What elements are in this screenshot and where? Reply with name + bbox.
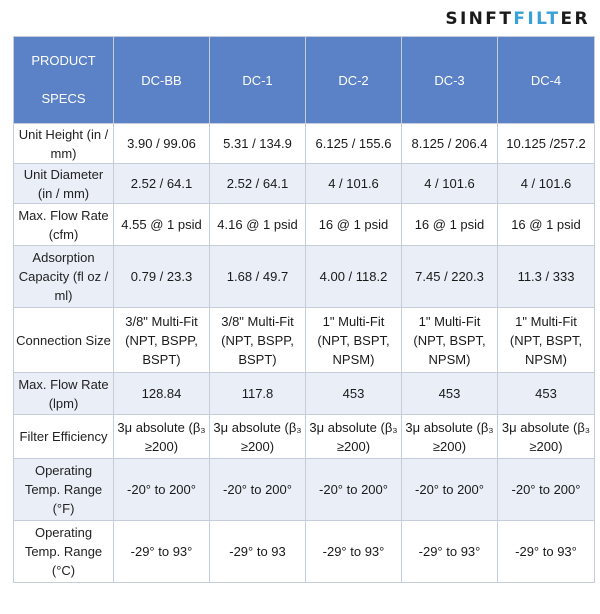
table-cell: 3/8" Multi-Fit (NPT, BSPP, BSPT): [114, 308, 210, 373]
table-cell: 7.45 / 220.3: [402, 246, 498, 308]
row-label: Max. Flow Rate (lpm): [14, 373, 114, 415]
table-row: [14, 164, 595, 204]
table-cell: 3μ absolute (β₃ ≥200): [114, 415, 210, 459]
table-cell: 3μ absolute (β₃ ≥200): [402, 415, 498, 459]
table-cell: 128.84: [114, 373, 210, 415]
table-cell: 453: [498, 373, 595, 415]
table-cell: -20° to 200°: [306, 459, 402, 521]
table-cell: 3/8" Multi-Fit (NPT, BSPP, BSPT): [210, 308, 306, 373]
table-row: [14, 204, 595, 246]
brand-logo-part2: FILT: [513, 9, 561, 29]
row-label: Connection Size: [14, 308, 114, 373]
header-corner: [14, 37, 114, 124]
table-row: [14, 521, 595, 583]
specs-table: [13, 36, 595, 583]
table-row: [14, 459, 595, 521]
header-row: [14, 37, 595, 124]
table-cell: 4.55 @ 1 psid: [114, 204, 210, 246]
table-cell: 2.52 / 64.1: [114, 164, 210, 204]
table-cell: 5.31 / 134.9: [210, 124, 306, 164]
header-model: DC-2: [306, 37, 402, 124]
table-cell: 16 @ 1 psid: [306, 204, 402, 246]
table-cell: 4.00 / 118.2: [306, 246, 402, 308]
row-label: Unit Height (in / mm): [14, 124, 114, 164]
table-row: [14, 308, 595, 373]
table-cell: 16 @ 1 psid: [498, 204, 595, 246]
row-label: Unit Diameter (in / mm): [14, 164, 114, 204]
table-cell: 3.90 / 99.06: [114, 124, 210, 164]
table-cell: -20° to 200°: [114, 459, 210, 521]
row-label: Operating Temp. Range (°F): [14, 459, 114, 521]
table-cell: 4 / 101.6: [402, 164, 498, 204]
table-cell: -29° to 93°: [114, 521, 210, 583]
table-cell: 453: [306, 373, 402, 415]
table-cell: -20° to 200°: [498, 459, 595, 521]
table-cell: 3μ absolute (β₃ ≥200): [498, 415, 595, 459]
table-row: [14, 415, 595, 459]
table-cell: 4.16 @ 1 psid: [210, 204, 306, 246]
table-cell: 117.8: [210, 373, 306, 415]
table-cell: 1" Multi-Fit (NPT, BSPT, NPSM): [306, 308, 402, 373]
row-label: Filter Efficiency: [14, 415, 114, 459]
row-label: Max. Flow Rate (cfm): [14, 204, 114, 246]
header-model: DC-1: [210, 37, 306, 124]
header-corner-line1: PRODUCT: [31, 53, 96, 68]
table-cell: 1" Multi-Fit (NPT, BSPT, NPSM): [402, 308, 498, 373]
table-cell: -29° to 93°: [498, 521, 595, 583]
table-cell: 0.79 / 23.3: [114, 246, 210, 308]
table-cell: 4 / 101.6: [498, 164, 595, 204]
table-cell: 8.125 / 206.4: [402, 124, 498, 164]
row-label: Adsorption Capacity (fl oz / ml): [14, 246, 114, 308]
row-label: Operating Temp. Range (°C): [14, 521, 114, 583]
header-model: DC-3: [402, 37, 498, 124]
table-cell: 3μ absolute (β₃ ≥200): [306, 415, 402, 459]
header-model: DC-4: [498, 37, 595, 124]
table-cell: 11.3 / 333: [498, 246, 595, 308]
table-cell: -20° to 200°: [402, 459, 498, 521]
table-cell: 1.68 / 49.7: [210, 246, 306, 308]
table-cell: 16 @ 1 psid: [402, 204, 498, 246]
header-model: DC-BB: [114, 37, 210, 124]
table-row: [14, 373, 595, 415]
table-cell: 2.52 / 64.1: [210, 164, 306, 204]
table-row: [14, 246, 595, 308]
table-cell: -29° to 93°: [402, 521, 498, 583]
header-corner-line2: SPECS: [41, 91, 86, 106]
table-cell: 3μ absolute (β₃ ≥200): [210, 415, 306, 459]
table-cell: 4 / 101.6: [306, 164, 402, 204]
table-cell: -29° to 93°: [306, 521, 402, 583]
brand-logo-part3: ER: [560, 9, 590, 29]
table-cell: 1" Multi-Fit (NPT, BSPT, NPSM): [498, 308, 595, 373]
brand-logo: [445, 9, 590, 33]
table-cell: 453: [402, 373, 498, 415]
brand-logo-part1: SINFT: [445, 9, 514, 29]
table-cell: -29° to 93: [210, 521, 306, 583]
table-row: [14, 124, 595, 164]
table-cell: 10.125 /257.2: [498, 124, 595, 164]
table-cell: 6.125 / 155.6: [306, 124, 402, 164]
table-cell: -20° to 200°: [210, 459, 306, 521]
